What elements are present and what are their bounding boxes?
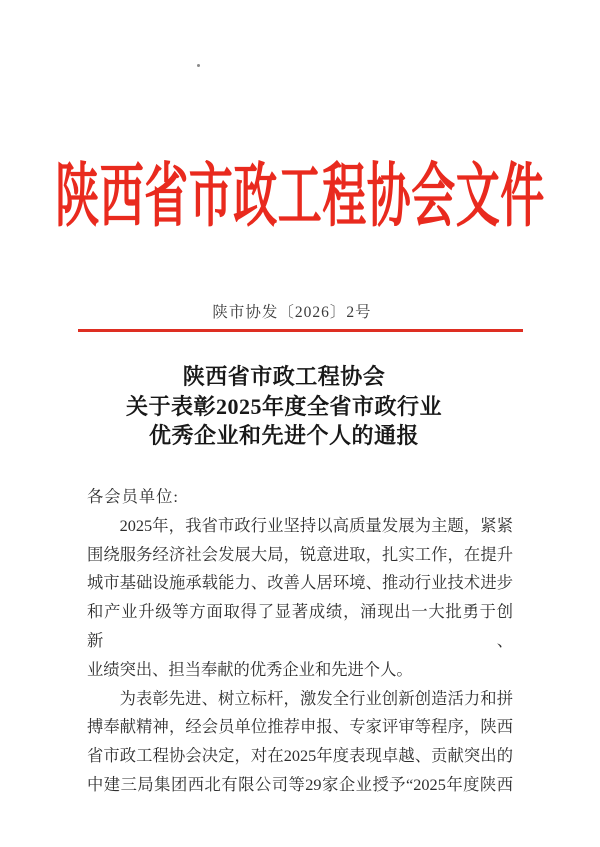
body-line: 省市政工程协会决定，对在2025年度表现卓越、贡献突出的	[87, 746, 513, 766]
salutation: 各会员单位:	[87, 487, 179, 506]
body-line: 为表彰先进、树立标杆，激发全行业创新创造活力和拼	[119, 688, 513, 708]
body-line: 城市基础设施承载能力、改善人居环境、推动行业技术进步	[87, 573, 513, 593]
body-line: 围绕服务经济社会发展大局，锐意进取，扎实工作，在提升	[87, 544, 513, 564]
body-line: 中建三局集团西北有限公司等29家企业授予“2025年度陕西	[87, 774, 513, 794]
doc-number: 陕市协发〔2026〕2号	[212, 304, 372, 321]
body-line: 2025年，我省市政行业坚持以高质量发展为主题，紧紧	[119, 515, 513, 535]
scan-speck	[197, 64, 200, 67]
title-line-3: 优秀企业和先进个人的通报	[148, 423, 419, 448]
red-divider-line	[78, 329, 523, 332]
letterhead-title: 陕西省市政工程协会文件	[55, 158, 545, 236]
document-body	[87, 483, 513, 800]
body-line: 搏奉献精神，经会员单位推荐申报、专家评审等程序，陕西	[87, 717, 513, 737]
title-line-2: 关于表彰2025年度全省市政行业	[125, 393, 442, 419]
title-line-1: 陕西省市政工程协会	[182, 364, 386, 389]
body-line: 和产业升级等方面取得了显著成绩，涌现出一大批勇于创新、	[87, 602, 513, 650]
document-title	[0, 362, 568, 451]
body-line: 业绩突出、担当奉献的优秀企业和先进个人。	[87, 659, 413, 679]
